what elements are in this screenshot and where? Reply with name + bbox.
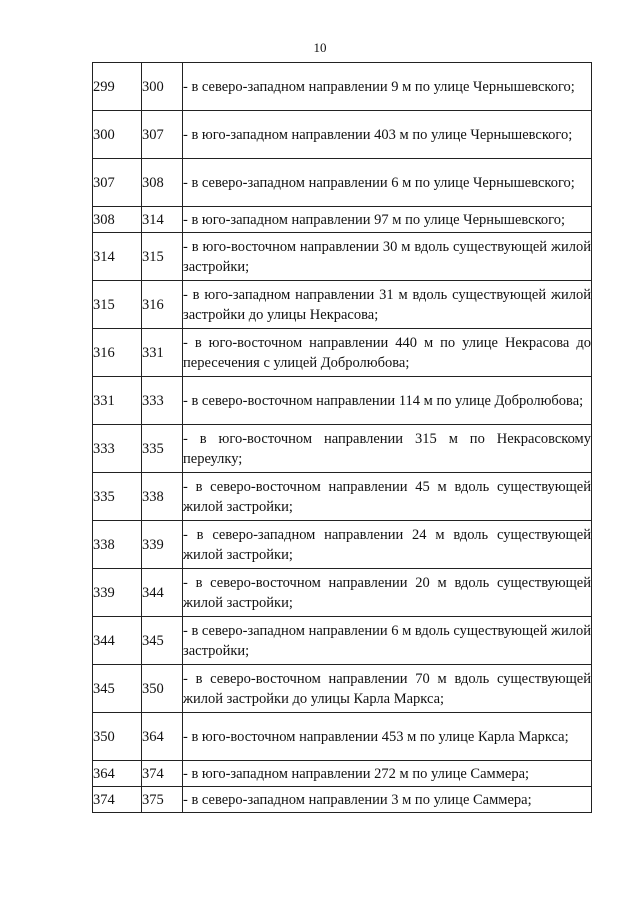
point-to: 307 — [142, 111, 183, 159]
segment-description: - в юго-западном направлении 31 м вдоль существующей жилой застройки до улицы Некрасова; — [183, 281, 592, 329]
boundary-table — [92, 62, 592, 813]
point-to: 335 — [142, 425, 183, 473]
point-to: 316 — [142, 281, 183, 329]
point-from: 333 — [93, 425, 142, 473]
page-number: 10 — [313, 40, 327, 55]
table-row — [93, 617, 592, 665]
segment-description: - в юго-восточном направлении 315 м по Некрасовскому переулку; — [183, 425, 592, 473]
point-from: 307 — [93, 159, 142, 207]
point-to: 315 — [142, 233, 183, 281]
segment-description: - в северо-западном направлении 3 м по улице Саммера; — [183, 787, 592, 813]
point-from: 314 — [93, 233, 142, 281]
point-from: 331 — [93, 377, 142, 425]
table-row — [93, 787, 592, 813]
point-to: 308 — [142, 159, 183, 207]
segment-description: - в северо-восточном направлении 45 м вдоль существующей жилой застройки; — [183, 473, 592, 521]
point-to: 375 — [142, 787, 183, 813]
table-row — [93, 111, 592, 159]
segment-description: - в северо-западном направлении 24 м вдоль существующей жилой застройки; — [183, 521, 592, 569]
point-from: 316 — [93, 329, 142, 377]
point-from: 339 — [93, 569, 142, 617]
point-from: 364 — [93, 761, 142, 787]
table-row — [93, 159, 592, 207]
segment-description: - в юго-западном направлении 272 м по улице Саммера; — [183, 761, 592, 787]
point-to: 338 — [142, 473, 183, 521]
segment-description: - в северо-западном направлении 6 м по улице Чернышевского; — [183, 159, 592, 207]
segment-description: - в юго-восточном направлении 453 м по улице Карла Маркса; — [183, 713, 592, 761]
point-to: 374 — [142, 761, 183, 787]
point-to: 345 — [142, 617, 183, 665]
point-from: 299 — [93, 63, 142, 111]
point-to: 350 — [142, 665, 183, 713]
point-to: 314 — [142, 207, 183, 233]
segment-description: - в юго-западном направлении 403 м по улице Чернышевского; — [183, 111, 592, 159]
point-to: 331 — [142, 329, 183, 377]
point-to: 300 — [142, 63, 183, 111]
point-from: 350 — [93, 713, 142, 761]
point-to: 339 — [142, 521, 183, 569]
point-from: 338 — [93, 521, 142, 569]
segment-description: - в северо-восточном направлении 20 м вдоль существующей жилой застройки; — [183, 569, 592, 617]
table-row — [93, 713, 592, 761]
table-row — [93, 761, 592, 787]
table-row — [93, 377, 592, 425]
point-from: 374 — [93, 787, 142, 813]
segment-description: - в юго-западном направлении 97 м по улице Чернышевского; — [183, 207, 592, 233]
point-from: 344 — [93, 617, 142, 665]
table-row — [93, 281, 592, 329]
table-row — [93, 233, 592, 281]
segment-description: - в северо-восточном направлении 70 м вдоль существующей жилой застройки до улицы Карла Маркса; — [183, 665, 592, 713]
table-row — [93, 63, 592, 111]
point-from: 315 — [93, 281, 142, 329]
segment-description: - в юго-восточном направлении 440 м по улице Некрасова до пересечения с улицей Добролюбова; — [183, 329, 592, 377]
point-from: 308 — [93, 207, 142, 233]
point-from: 335 — [93, 473, 142, 521]
point-to: 364 — [142, 713, 183, 761]
segment-description: - в северо-западном направлении 9 м по улице Чернышевского; — [183, 63, 592, 111]
point-to: 333 — [142, 377, 183, 425]
table-row — [93, 665, 592, 713]
point-to: 344 — [142, 569, 183, 617]
segment-description: - в северо-западном направлении 6 м вдоль существующей жилой застройки; — [183, 617, 592, 665]
table-row — [93, 207, 592, 233]
table-row — [93, 425, 592, 473]
table-row — [93, 329, 592, 377]
point-from: 345 — [93, 665, 142, 713]
table-row — [93, 521, 592, 569]
table-row — [93, 473, 592, 521]
segment-description: - в северо-восточном направлении 114 м по улице Добролюбова; — [183, 377, 592, 425]
segment-description: - в юго-восточном направлении 30 м вдоль существующей жилой застройки; — [183, 233, 592, 281]
point-from: 300 — [93, 111, 142, 159]
table-row — [93, 569, 592, 617]
